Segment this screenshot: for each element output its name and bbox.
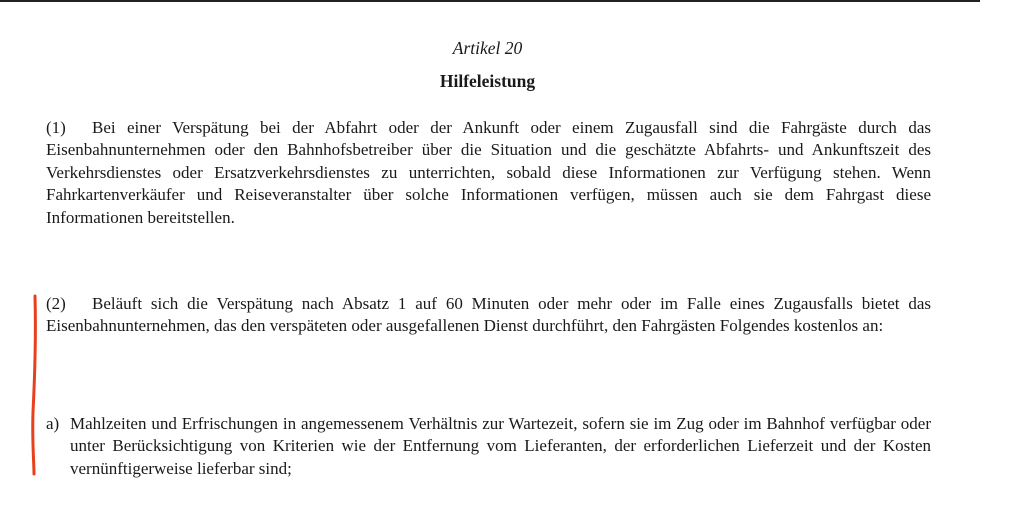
paragraph-1-number: (1) — [46, 118, 66, 137]
paragraph-2-text: Beläuft sich die Verspätung nach Absatz 1 auf 60 Minuten oder mehr oder im Falle eines Zugausfalls bietet das Eisenbahnunternehmen, das den verspäteten oder ausgefallenen Dienst durchführt, den Fahrgästen Folgendes kostenlos an: — [46, 294, 931, 336]
list-item-a-text: Mahlzeiten und Erfrischungen in angemessenem Verhältnis zur Wartezeit, sofern sie im Zug oder im Bahnhof verfügbar oder unter Berücksichtigung von Kriterien wie der Entfernung vom Lieferanten, der erforderlichen Lieferzeit und der Kosten vernünftigerweise lieferbar sind; — [70, 414, 931, 478]
paragraph-2-number: (2) — [46, 294, 66, 313]
list-item-a — [46, 413, 931, 480]
paragraph-1-text: Bei einer Verspätung bei der Abfahrt oder der Ankunft oder einem Zugausfall sind die Fahrgäste durch das Eisenbahnunternehmen oder den Bahnhofsbetreiber über die Situation und die geschätzte Abfahrts- und Ankunftszeit des Verkehrsdienstes oder Ersatzverkehrsdienstes zu unterrichten, sobald diese Informationen zur Verfügung stehen. Wenn Fahrkartenverkäufer und Reiseveranstalter über solche Informationen verfügen, müssen auch sie dem Fahrgast diese Informationen bereitstellen. — [46, 118, 931, 227]
red-pen-annotation-mark — [22, 292, 46, 478]
list-item-a-marker: a) — [46, 414, 60, 433]
paragraph-2 — [46, 293, 931, 338]
paragraph-1 — [46, 117, 931, 229]
article-title: Hilfeleistung — [439, 71, 536, 91]
top-rule — [0, 0, 980, 2]
article-number: Artikel 20 — [452, 38, 523, 58]
